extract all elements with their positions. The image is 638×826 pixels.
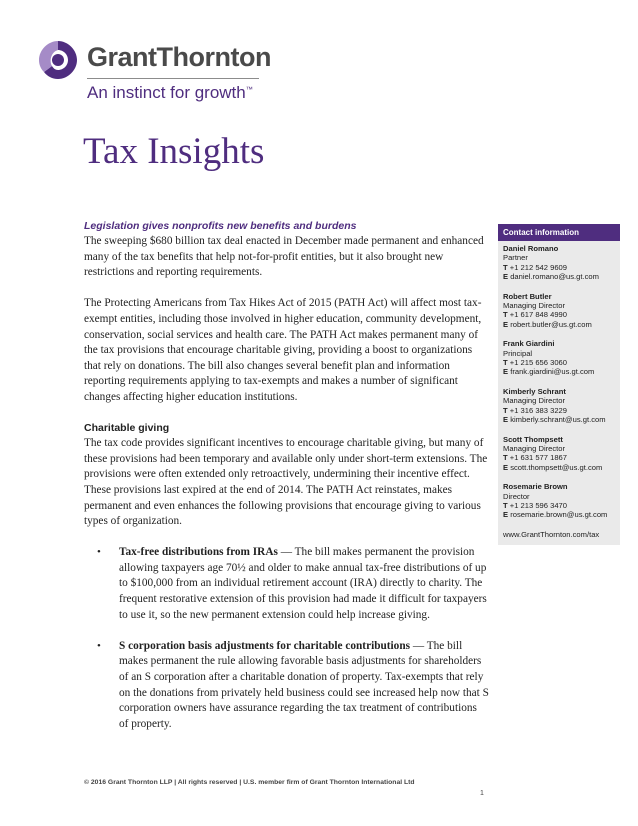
bullet-text: — The bill makes permanent the provision allowing taxpayers age 70½ and older to make annual tax-free distributions of up to $100,000 from an individual retirement account (IRA) directly to charity. The frequent restorative extension of this provision had made it difficult for taxpayers to use it, so the new permanent extension could help increase giving. [119,546,487,621]
article-heading: Legislation gives nonprofits new benefits and burdens [84,220,357,232]
phone-prefix: T [503,358,508,368]
phone-prefix: T [503,262,508,272]
contact-name: Scott Thompsett [503,434,563,444]
contact-role: Managing Director [503,301,566,311]
phone-prefix: T [503,405,508,415]
contact-sidebar [498,224,620,545]
contact-role: Managing Director [503,443,566,453]
contact-card [498,244,620,282]
contact-email[interactable]: daniel.romano@us.gt.com [510,272,599,282]
contact-phone: +1 213 596 3470 [509,500,567,510]
phone-prefix: T [503,453,508,463]
contact-email[interactable]: kimberly.schrant@us.gt.com [510,415,606,425]
bullet-title: Tax-free distributions from IRAs [119,546,278,559]
grant-thornton-logo-icon [38,40,78,80]
email-prefix: E [503,510,509,520]
contact-phone: +1 212 542 9609 [509,262,567,272]
charitable-giving-paragraph: The tax code provides significant incentives to encourage charitable giving, but many of these provisions had been temporary and available only under short-term extensions. The provisions were often extended only retroactively, undermining their incentive effect. These provisions last expired at the end of 2014. The PATH Act reinstates, makes permanent and even enhances the following provisions that encourage giving to various types of organization. [84,437,488,528]
provisions-list [84,545,489,732]
contact-role: Partner [503,253,528,263]
contact-card [498,482,620,520]
copyright-footer: © 2016 Grant Thornton LLP | All rights reserved | U.S. member firm of Grant Thornton International Ltd [84,779,415,786]
main-content [84,219,489,748]
email-prefix: E [503,319,509,329]
section-heading: Charitable giving [84,422,170,435]
email-prefix: E [503,367,509,377]
intro-paragraph: The sweeping $680 billion tax deal enacted in December made permanent and enhanced many of the tax benefits that help not-for-profit entities, but it also brought new restrictions and reporting requirements. [84,235,484,279]
contact-name: Kimberly Schrant [503,386,566,396]
contact-phone: +1 316 383 3229 [509,405,567,415]
page-number: 1 [480,790,484,797]
contact-name: Daniel Romano [503,244,559,253]
contact-card [498,292,620,330]
contact-role: Managing Director [503,396,566,406]
email-prefix: E [503,462,509,472]
email-prefix: E [503,272,509,282]
path-act-paragraph: The Protecting Americans from Tax Hikes Act of 2015 (PATH Act) will affect most tax-exempt entities, including those involved in higher education, community development, conservation, social services and health care. The PATH Act makes permanent many of the tax provisions that encourage charitable giving, providing a boost to organizations that rely on donations. The bill also changes several benefit plan and information reporting requirements applying to tax-exempts and makes a number of significant changes affecting higher education institutions. [84,297,482,403]
contact-name: Robert Butler [503,291,552,301]
contact-email[interactable]: rosemarie.brown@us.gt.com [510,510,608,520]
bullet-icon: • [97,546,101,559]
list-item [97,639,489,733]
bullet-text: — The bill makes permanent the rule allowing favorable basis adjustments for shareholders of an S corporation after a charitable donation of property. Tax-exempts that rely on the donations from privately held business could see increased help now that S corporation owners have assurance regarding the tax treatment of contributions of property. [119,639,489,730]
contact-name: Frank Giardini [503,339,555,349]
contact-card [498,339,620,377]
contact-email[interactable]: frank.giardini@us.gt.com [510,367,595,377]
page-title: Tax Insights [83,131,265,172]
contact-phone: +1 215 656 3060 [509,358,567,368]
phone-prefix: T [503,500,508,510]
bullet-icon: • [97,639,101,652]
contact-card [498,387,620,425]
bullet-title: S corporation basis adjustments for charitable contributions [119,639,411,652]
contact-header: Contact information [498,224,620,241]
brand-tagline: An instinct for growth™ [87,83,253,102]
phone-prefix: T [503,310,508,320]
contact-email[interactable]: scott.thompsett@us.gt.com [510,462,603,472]
contact-role: Principal [503,348,533,358]
email-prefix: E [503,415,509,425]
contact-email[interactable]: robert.butler@us.gt.com [510,319,592,329]
list-item [97,545,489,623]
website-link[interactable]: www.GrantThornton.com/tax [503,529,600,539]
logo-divider [87,78,259,79]
contact-phone: +1 617 848 4990 [509,310,567,320]
contact-card [498,435,620,473]
brand-name: GrantThornton [87,42,271,72]
contact-role: Director [503,491,530,501]
contact-phone: +1 631 577 1867 [509,453,567,463]
contact-name: Rosemarie Brown [503,482,568,492]
grant-thornton-logo [35,38,275,108]
trademark-symbol: ™ [245,86,253,94]
